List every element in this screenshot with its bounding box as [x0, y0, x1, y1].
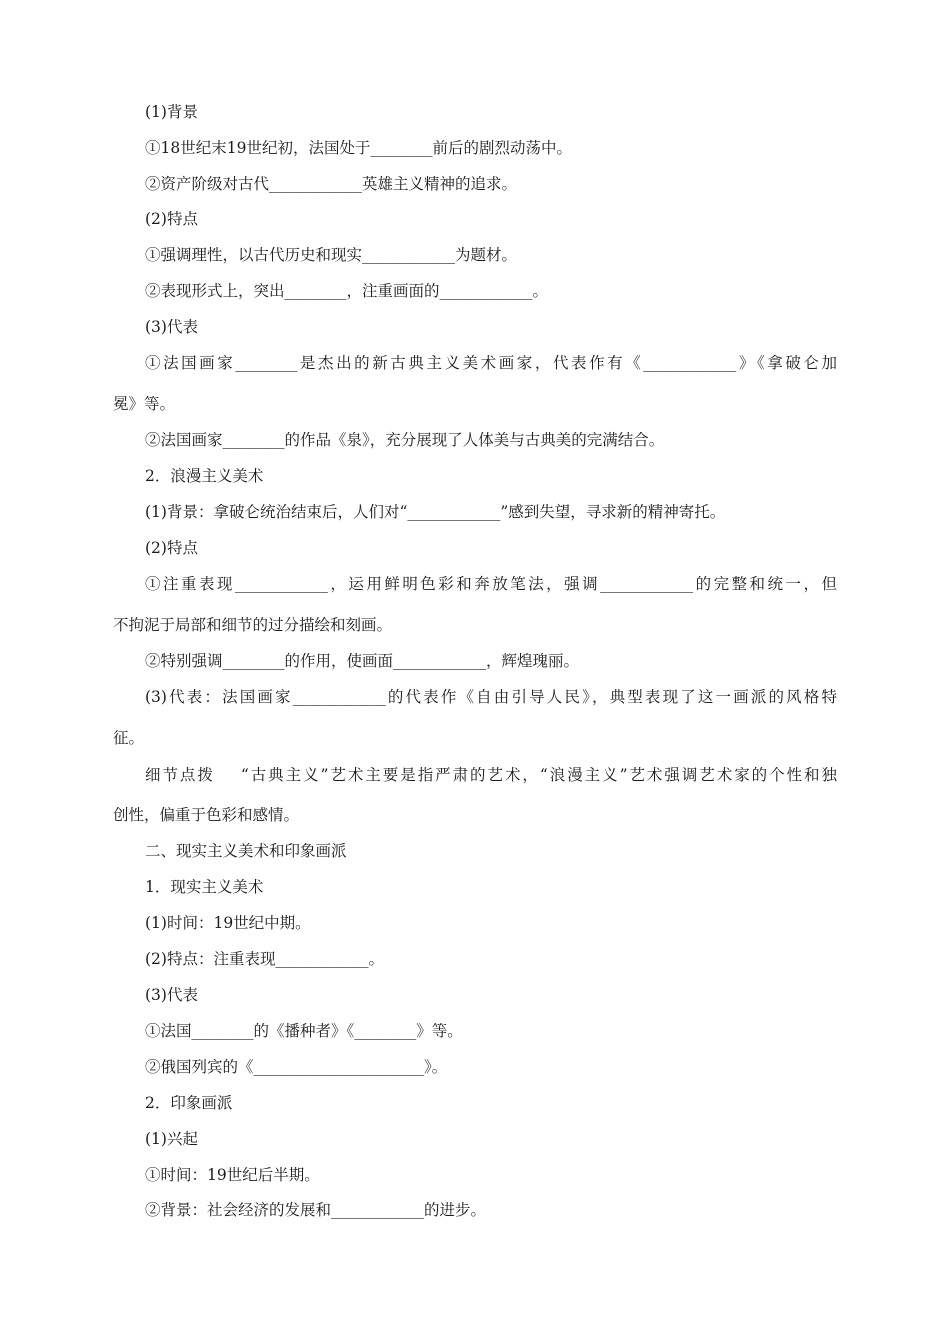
text-line: 征。 [113, 729, 145, 747]
text-line: ②资产阶级对古代____________英雄主义精神的追求。 [145, 175, 518, 193]
text-line: (3)代表 [145, 318, 198, 336]
section-heading: 2．印象画派 [145, 1094, 233, 1112]
text-line: 冕》等。 [113, 395, 176, 413]
text-line: (1)兴起 [145, 1130, 198, 1148]
text-line: (2)特点 [145, 210, 198, 228]
text-line: ①法国画家________是杰出的新古典主义美术画家，代表作有《____________》《拿破仑加 [145, 354, 837, 372]
section-heading: 二、现实主义美术和印象画派 [145, 842, 347, 860]
text-line: (3)代表：法国画家____________的代表作《自由引导人民》，典型表现了这一画派的风格特 [145, 688, 837, 706]
text-line: (3)代表 [145, 986, 198, 1004]
text-line: (2)特点 [145, 539, 198, 557]
text-line: 创性，偏重于色彩和感情。 [113, 806, 300, 824]
text-line: ②俄国列宾的《______________________》。 [145, 1058, 448, 1076]
section-heading: 2．浪漫主义美术 [145, 467, 264, 485]
text-line: (1)背景：拿破仑统治结束后，人们对“____________”感到失望，寻求新的精神寄托。 [145, 503, 726, 521]
text-line: ①时间：19世纪后半期。 [145, 1166, 320, 1184]
section-heading: 1．现实主义美术 [145, 878, 264, 896]
text-line: 不拘泥于局部和细节的过分描绘和刻画。 [113, 616, 393, 634]
text-line: ①注重表现____________，运用鲜明色彩和奔放笔法，强调____________的完整和统一，但 [145, 575, 837, 593]
text-line: ②特别强调________的作用，使画面____________，辉煌瑰丽。 [145, 652, 580, 670]
tip-paragraph-line [145, 765, 837, 785]
text-line: ①强调理性，以古代历史和现实____________为题材。 [145, 246, 518, 264]
tip-text: “古典主义”艺术主要是指严肃的艺术，“浪漫主义”艺术强调艺术家的个性和独 [240, 766, 837, 784]
text-line: (1)背景 [145, 103, 198, 121]
text-line: ②表现形式上，突出________，注重画面的____________。 [145, 282, 549, 300]
text-line: ②背景：社会经济的发展和____________的进步。 [145, 1201, 487, 1219]
text-line: (1)时间：19世纪中期。 [145, 914, 311, 932]
text-line: (2)特点：注重表现____________。 [145, 950, 384, 968]
text-line: ①法国________的《播种者》《________》等。 [145, 1022, 463, 1040]
text-line: ①18世纪末19世纪初，法国处于________前后的剧烈动荡中。 [145, 139, 572, 157]
text-line: ②法国画家________的作品《泉》，充分展现了人体美与古典美的完满结合。 [145, 431, 665, 449]
tip-label: 细节点拨 [145, 766, 215, 784]
